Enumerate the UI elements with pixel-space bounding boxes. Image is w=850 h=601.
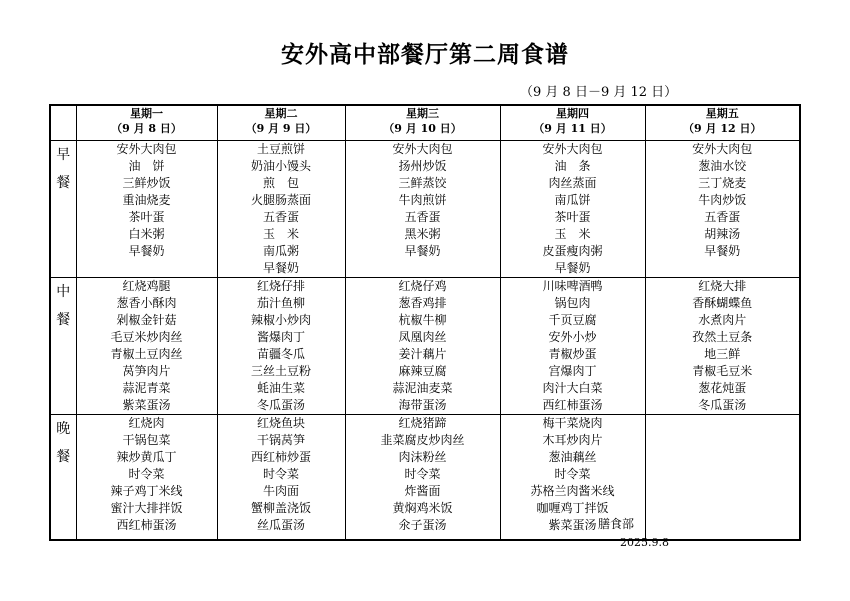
dish-item: 葱香鸡排 (398, 296, 447, 310)
dish-item: 五香蛋 (704, 210, 741, 224)
page-title: 安外高中部餐厅第二周食谱 (281, 42, 569, 68)
footer-date: 2025.9.8 (620, 536, 669, 549)
dish-item: 茶叶蛋 (554, 210, 591, 224)
day-date: （9 月 10 日） (383, 122, 462, 135)
dish-item: 红烧鸡腿 (122, 279, 171, 293)
dish-item: 煎 包 (262, 176, 299, 190)
day-name: 星期三 (406, 107, 439, 120)
dish-item: 红烧大排 (698, 279, 747, 293)
dish-item: 早餐奶 (404, 244, 441, 258)
corner-cell (50, 105, 76, 141)
menu-cell (645, 141, 800, 278)
dish-item: 牛肉炒饭 (698, 193, 747, 207)
dish-item: 油 条 (554, 159, 591, 173)
dish-item: 紫菜蛋汤 (122, 398, 171, 412)
dish-item: 时令菜 (262, 467, 299, 481)
dish-item: 咖喱鸡丁拌饭 (536, 501, 609, 515)
menu-cell (500, 141, 645, 278)
day-name: 星期五 (705, 107, 739, 120)
dish-item: 三丁烧麦 (698, 176, 747, 190)
day-name: 星期二 (264, 107, 298, 120)
dish-item: 红烧鱼块 (256, 416, 305, 430)
dish-item: 奶油小馒头 (250, 159, 311, 173)
dish-item: 青椒毛豆米 (692, 364, 753, 378)
dish-item: 胡辣汤 (704, 227, 741, 241)
meal-label-lunch: 中 餐 (50, 278, 76, 415)
dish-item: 丝瓜蛋汤 (256, 518, 305, 532)
dish-item: 五香蛋 (404, 210, 441, 224)
dish-item: 时令菜 (554, 467, 591, 481)
dish-item: 葱香小酥肉 (116, 296, 177, 310)
dish-item: 安外大肉包 (392, 142, 453, 156)
menu-cell (645, 415, 800, 541)
dish-item: 时令菜 (128, 467, 165, 481)
dish-item: 皮蛋瘦肉粥 (542, 244, 603, 258)
header-row (50, 105, 800, 141)
dish-item: 冬瓜蛋汤 (256, 398, 305, 412)
day-date: （9 月 11 日） (533, 122, 612, 135)
dish-item: 蒜泥青菜 (122, 381, 171, 395)
menu-cell (76, 278, 217, 415)
dish-item: 氽子蛋汤 (398, 518, 447, 532)
dish-item: 安外小炒 (548, 330, 597, 344)
dish-item: 红烧仔排 (256, 279, 305, 293)
dish-item: 青椒炒蛋 (548, 347, 597, 361)
dish-item: 剁椒金针菇 (116, 313, 177, 327)
day-header (500, 105, 645, 141)
dish-item: 西红柿炒蛋 (250, 450, 311, 464)
dish-item: 肉沫粉丝 (398, 450, 447, 464)
dish-item: 葱油藕丝 (548, 450, 597, 464)
dish-item: 三鲜蒸饺 (398, 176, 447, 190)
lunch-row (50, 278, 800, 415)
dish-item: 安外大肉包 (116, 142, 177, 156)
dish-item: 早餐奶 (128, 244, 165, 258)
dish-item: 冬瓜蛋汤 (698, 398, 747, 412)
dish-item: 肉丝蒸面 (548, 176, 597, 190)
dish-item: 凤凰肉丝 (398, 330, 447, 344)
dish-item: 肉汁大白菜 (542, 381, 603, 395)
dish-item: 青椒土豆肉丝 (110, 347, 183, 361)
dish-item: 西红柿蛋汤 (542, 398, 603, 412)
day-header (217, 105, 345, 141)
dish-item: 红烧猪蹄 (398, 416, 447, 430)
dish-item: 茄汁鱼柳 (256, 296, 305, 310)
footer-department: 膳食部 (598, 517, 635, 531)
dish-item: 葱油水饺 (698, 159, 747, 173)
day-header (76, 105, 217, 141)
menu-cell (345, 278, 500, 415)
dish-item: 杭椒牛柳 (398, 313, 447, 327)
day-name: 星期四 (556, 107, 589, 120)
dish-item: 五香蛋 (262, 210, 299, 224)
dish-item: 水煮肉片 (698, 313, 747, 327)
dish-item: 蚝油生菜 (256, 381, 305, 395)
dish-item: 木耳炒肉片 (542, 433, 603, 447)
dish-item: 火腿肠蒸面 (250, 193, 311, 207)
dish-item: 早餐奶 (262, 261, 299, 275)
dish-item: 宫爆肉丁 (548, 364, 597, 378)
dish-item: 千页豆腐 (548, 313, 597, 327)
dish-item: 玉 米 (262, 227, 299, 241)
meal-label-dinner: 晚 餐 (50, 415, 76, 541)
dish-item: 麻辣豆腐 (398, 364, 447, 378)
dish-item: 锅包肉 (554, 296, 591, 310)
dish-item: 茶叶蛋 (128, 210, 165, 224)
dish-item: 酱爆肉丁 (256, 330, 305, 344)
dish-item: 三鲜炒饭 (122, 176, 171, 190)
dish-item: 牛肉面 (262, 484, 299, 498)
dish-item: 韭菜腐皮炒肉丝 (380, 433, 465, 447)
dinner-row (50, 415, 800, 541)
dish-item: 安外大肉包 (542, 142, 603, 156)
dish-item: 干锅莴笋 (256, 433, 305, 447)
breakfast-row (50, 141, 800, 278)
dish-item: 南瓜饼 (554, 193, 591, 207)
dish-item: 早餐奶 (554, 261, 591, 275)
dish-item: 川味啤酒鸭 (542, 279, 603, 293)
dish-item: 扬州炒饭 (398, 159, 447, 173)
dish-item: 辣子鸡丁米线 (110, 484, 183, 498)
dish-item: 毛豆米炒肉丝 (110, 330, 183, 344)
meal-label-breakfast: 早 餐 (50, 141, 76, 278)
dish-item: 辣椒小炒肉 (250, 313, 311, 327)
dish-item: 黄焖鸡米饭 (392, 501, 453, 515)
dish-item: 早餐奶 (704, 244, 741, 258)
dish-item: 孜然土豆条 (692, 330, 753, 344)
dish-item: 莴笋肉片 (122, 364, 171, 378)
dish-item: 葱花炖蛋 (698, 381, 747, 395)
dish-item: 红烧仔鸡 (398, 279, 447, 293)
dish-item: 玉 米 (554, 227, 591, 241)
menu-cell (76, 415, 217, 541)
menu-cell (217, 278, 345, 415)
dish-item: 香酥蝴蝶鱼 (692, 296, 753, 310)
dish-item: 苗疆冬瓜 (256, 347, 305, 361)
menu-cell (345, 141, 500, 278)
menu-table (49, 104, 801, 541)
menu-cell (345, 415, 500, 541)
dish-item: 时令菜 (404, 467, 441, 481)
dish-item: 梅干菜烧肉 (542, 416, 603, 430)
dish-item: 红烧肉 (128, 416, 165, 430)
dish-item: 西红柿蛋汤 (116, 518, 177, 532)
dish-item: 干锅包菜 (122, 433, 171, 447)
dish-item: 白米粥 (128, 227, 165, 241)
dish-item: 安外大肉包 (692, 142, 753, 156)
dish-item: 辣炒黄瓜丁 (116, 450, 177, 464)
dish-item: 南瓜粥 (262, 244, 299, 258)
dish-item: 三丝土豆粉 (250, 364, 311, 378)
dish-item: 炸酱面 (404, 484, 441, 498)
menu-cell (217, 415, 345, 541)
menu-cell (645, 278, 800, 415)
dish-item: 紫菜蛋汤 (548, 518, 597, 532)
date-range: （9 月 8 日－9 月 12 日） (520, 85, 678, 100)
menu-cell (500, 278, 645, 415)
dish-item: 蒜泥油麦菜 (392, 381, 453, 395)
dish-item: 海带蛋汤 (398, 398, 447, 412)
dish-item: 牛肉煎饼 (398, 193, 447, 207)
dish-item: 土豆煎饼 (256, 142, 305, 156)
dish-item: 苏格兰肉酱米线 (530, 484, 615, 498)
day-header (345, 105, 500, 141)
dish-item: 黑米粥 (404, 227, 441, 241)
dish-item: 重油烧麦 (122, 193, 171, 207)
dish-item: 姜汁藕片 (398, 347, 447, 361)
day-header (645, 105, 800, 141)
dish-item: 蜜汁大排拌饭 (110, 501, 183, 515)
dish-item: 地三鲜 (704, 347, 741, 361)
menu-cell (217, 141, 345, 278)
day-date: （9 月 12 日） (683, 122, 762, 135)
day-date: （9 月 9 日） (245, 122, 317, 135)
day-date: （9 月 8 日） (111, 122, 182, 135)
menu-cell (76, 141, 217, 278)
day-name: 星期一 (130, 107, 163, 120)
dish-item: 油 饼 (128, 159, 165, 173)
dish-item: 蟹柳盖浇饭 (250, 501, 311, 515)
